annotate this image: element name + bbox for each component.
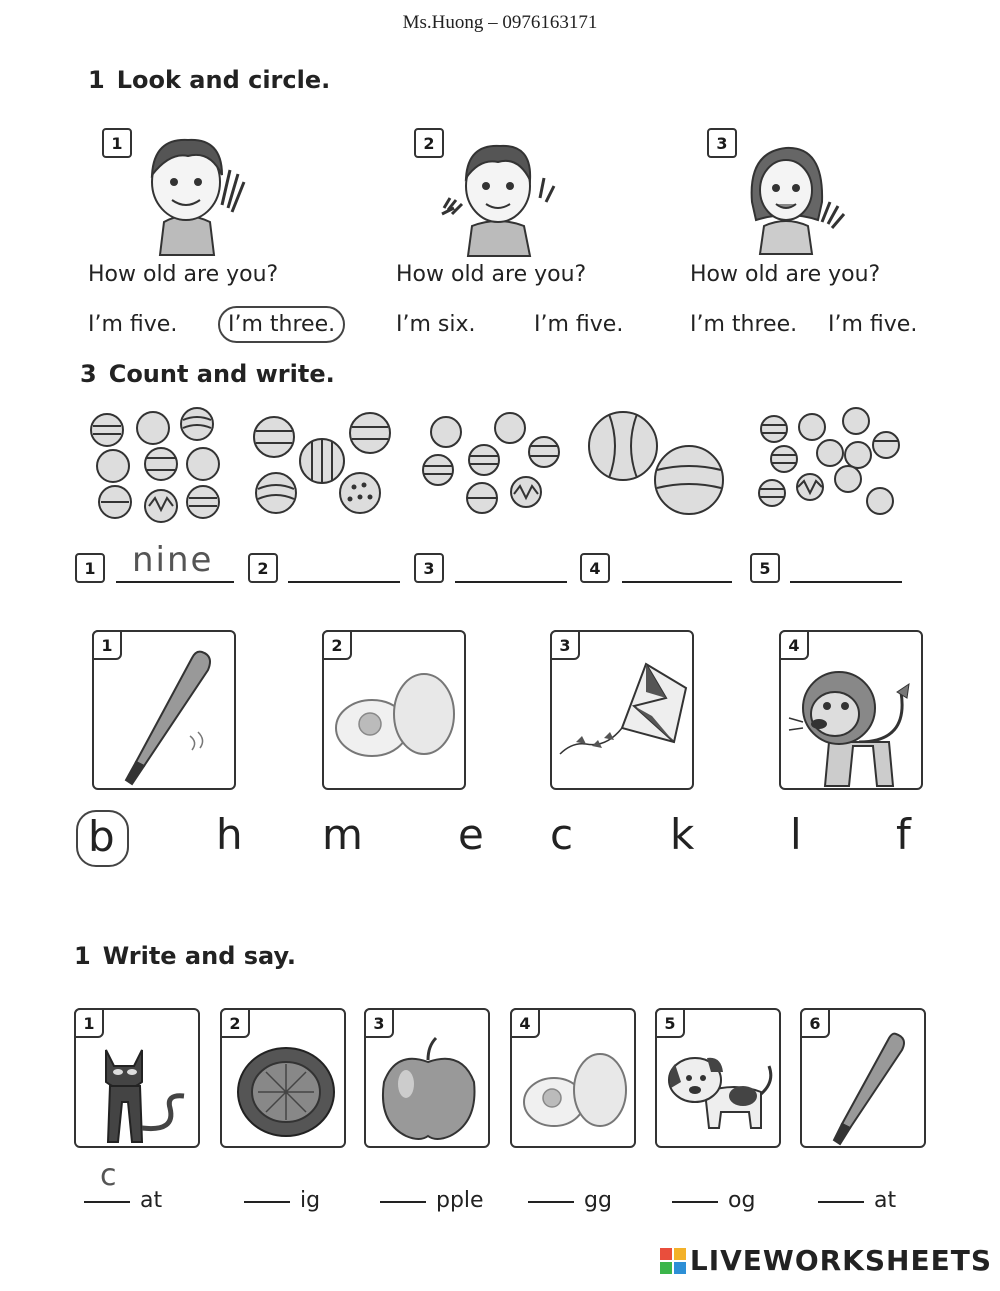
fig-icon (234, 1040, 338, 1140)
picture-card (92, 630, 236, 790)
picture-card (220, 1008, 346, 1148)
blank-number-box: 2 (248, 553, 278, 583)
letter-option[interactable]: k (670, 810, 695, 859)
lion-icon (789, 662, 919, 790)
blank-number-box: 4 (580, 553, 610, 583)
dog-icon (665, 1042, 777, 1138)
answer-option[interactable]: I’m five. (534, 312, 624, 337)
answer-option[interactable]: I’m six. (396, 312, 476, 337)
word-ending: ig (300, 1188, 321, 1213)
letter-option[interactable]: h (216, 810, 243, 859)
apple-icon (376, 1032, 482, 1144)
balls-group-4 (585, 408, 730, 523)
blank-number-box: 5 (750, 553, 780, 583)
section-title-text: Write and say. (102, 942, 297, 970)
picture-number-box: 3 (550, 630, 580, 660)
answer-line[interactable] (84, 1201, 130, 1203)
section-1-title (88, 66, 330, 94)
balls-group-5 (752, 405, 902, 525)
answer-line[interactable] (244, 1201, 290, 1203)
picture-number-box: 5 (655, 1008, 685, 1038)
picture-card (510, 1008, 636, 1148)
answer-line[interactable] (455, 581, 567, 583)
page-header: Ms.Huong – 0976163171 (402, 12, 598, 33)
letter-option[interactable]: l (790, 810, 802, 859)
item-number-box: 2 (414, 128, 444, 158)
answer-line[interactable] (528, 1201, 574, 1203)
baseball-bat-icon (822, 1030, 912, 1146)
word-blank[interactable] (528, 1188, 612, 1213)
section-title-text: Count and write. (108, 360, 335, 388)
picture-number-box: 1 (74, 1008, 104, 1038)
balls-group-3 (420, 408, 565, 518)
blank-number-box: 1 (75, 553, 105, 583)
word-ending: at (140, 1188, 163, 1213)
letter-option-circled[interactable]: b (76, 810, 129, 867)
logo-text: LIVEWORKSHEETS (689, 1244, 992, 1277)
answer-line[interactable] (622, 581, 732, 583)
word-blank[interactable] (244, 1188, 320, 1213)
answer-option[interactable]: I’m three. (690, 312, 798, 337)
answer-line[interactable] (672, 1201, 718, 1203)
picture-number-box: 6 (800, 1008, 830, 1038)
answer-line[interactable] (116, 581, 234, 583)
answer-option-circled[interactable]: I’m three. (218, 306, 345, 343)
picture-card (74, 1008, 200, 1148)
section-number: 1 (74, 942, 91, 970)
picture-number-box: 4 (779, 630, 809, 660)
girl-icon (748, 142, 848, 254)
section-title-text: Look and circle. (116, 66, 331, 94)
picture-number-box: 2 (220, 1008, 250, 1038)
picture-number-box: 1 (92, 630, 122, 660)
answer-line[interactable] (818, 1201, 864, 1203)
balls-group-1 (85, 402, 230, 527)
section-number: 1 (88, 66, 105, 94)
item-number-box: 3 (707, 128, 737, 158)
answer-line[interactable] (288, 581, 400, 583)
picture-card (364, 1008, 490, 1148)
question-text: How old are you? (690, 262, 881, 287)
word-blank[interactable] (818, 1188, 896, 1213)
answer-line[interactable] (380, 1201, 426, 1203)
word-ending: pple (436, 1188, 484, 1213)
picture-number-box: 4 (510, 1008, 540, 1038)
picture-number-box: 3 (364, 1008, 394, 1038)
kite-icon (556, 658, 692, 788)
handwritten-answer: nine (132, 540, 214, 580)
letter-option[interactable]: e (458, 810, 484, 859)
liveworksheets-logo (660, 1244, 992, 1277)
word-ending: og (728, 1188, 756, 1213)
picture-card (779, 630, 923, 790)
word-ending: at (874, 1188, 897, 1213)
letter-option[interactable]: m (322, 810, 363, 859)
answer-line[interactable] (790, 581, 902, 583)
cat-icon (96, 1042, 192, 1144)
item-number-box: 1 (102, 128, 132, 158)
word-ending: gg (584, 1188, 612, 1213)
boy-icon (140, 130, 250, 255)
picture-card (800, 1008, 926, 1148)
balls-group-2 (250, 405, 395, 520)
blank-number-box: 3 (414, 553, 444, 583)
picture-card (550, 630, 694, 790)
word-blank[interactable] (380, 1188, 484, 1213)
picture-card (322, 630, 466, 790)
section-write-title (74, 942, 296, 970)
boy-icon (440, 138, 560, 256)
egg-icon (330, 668, 462, 768)
logo-icon (660, 1248, 686, 1274)
egg-icon (518, 1046, 634, 1138)
section-number: 3 (80, 360, 97, 388)
word-blank[interactable] (672, 1188, 755, 1213)
letter-option[interactable]: f (896, 810, 911, 859)
word-blank[interactable] (84, 1158, 163, 1213)
question-text: How old are you? (88, 262, 279, 287)
question-text: How old are you? (396, 262, 587, 287)
picture-card (655, 1008, 781, 1148)
handwritten-answer: c (100, 1158, 117, 1193)
letter-option[interactable]: c (550, 810, 574, 859)
answer-option[interactable]: I’m five. (88, 312, 178, 337)
picture-number-box: 2 (322, 630, 352, 660)
baseball-bat-icon (112, 646, 222, 786)
answer-option[interactable]: I’m five. (828, 312, 918, 337)
section-3-title (80, 360, 335, 388)
